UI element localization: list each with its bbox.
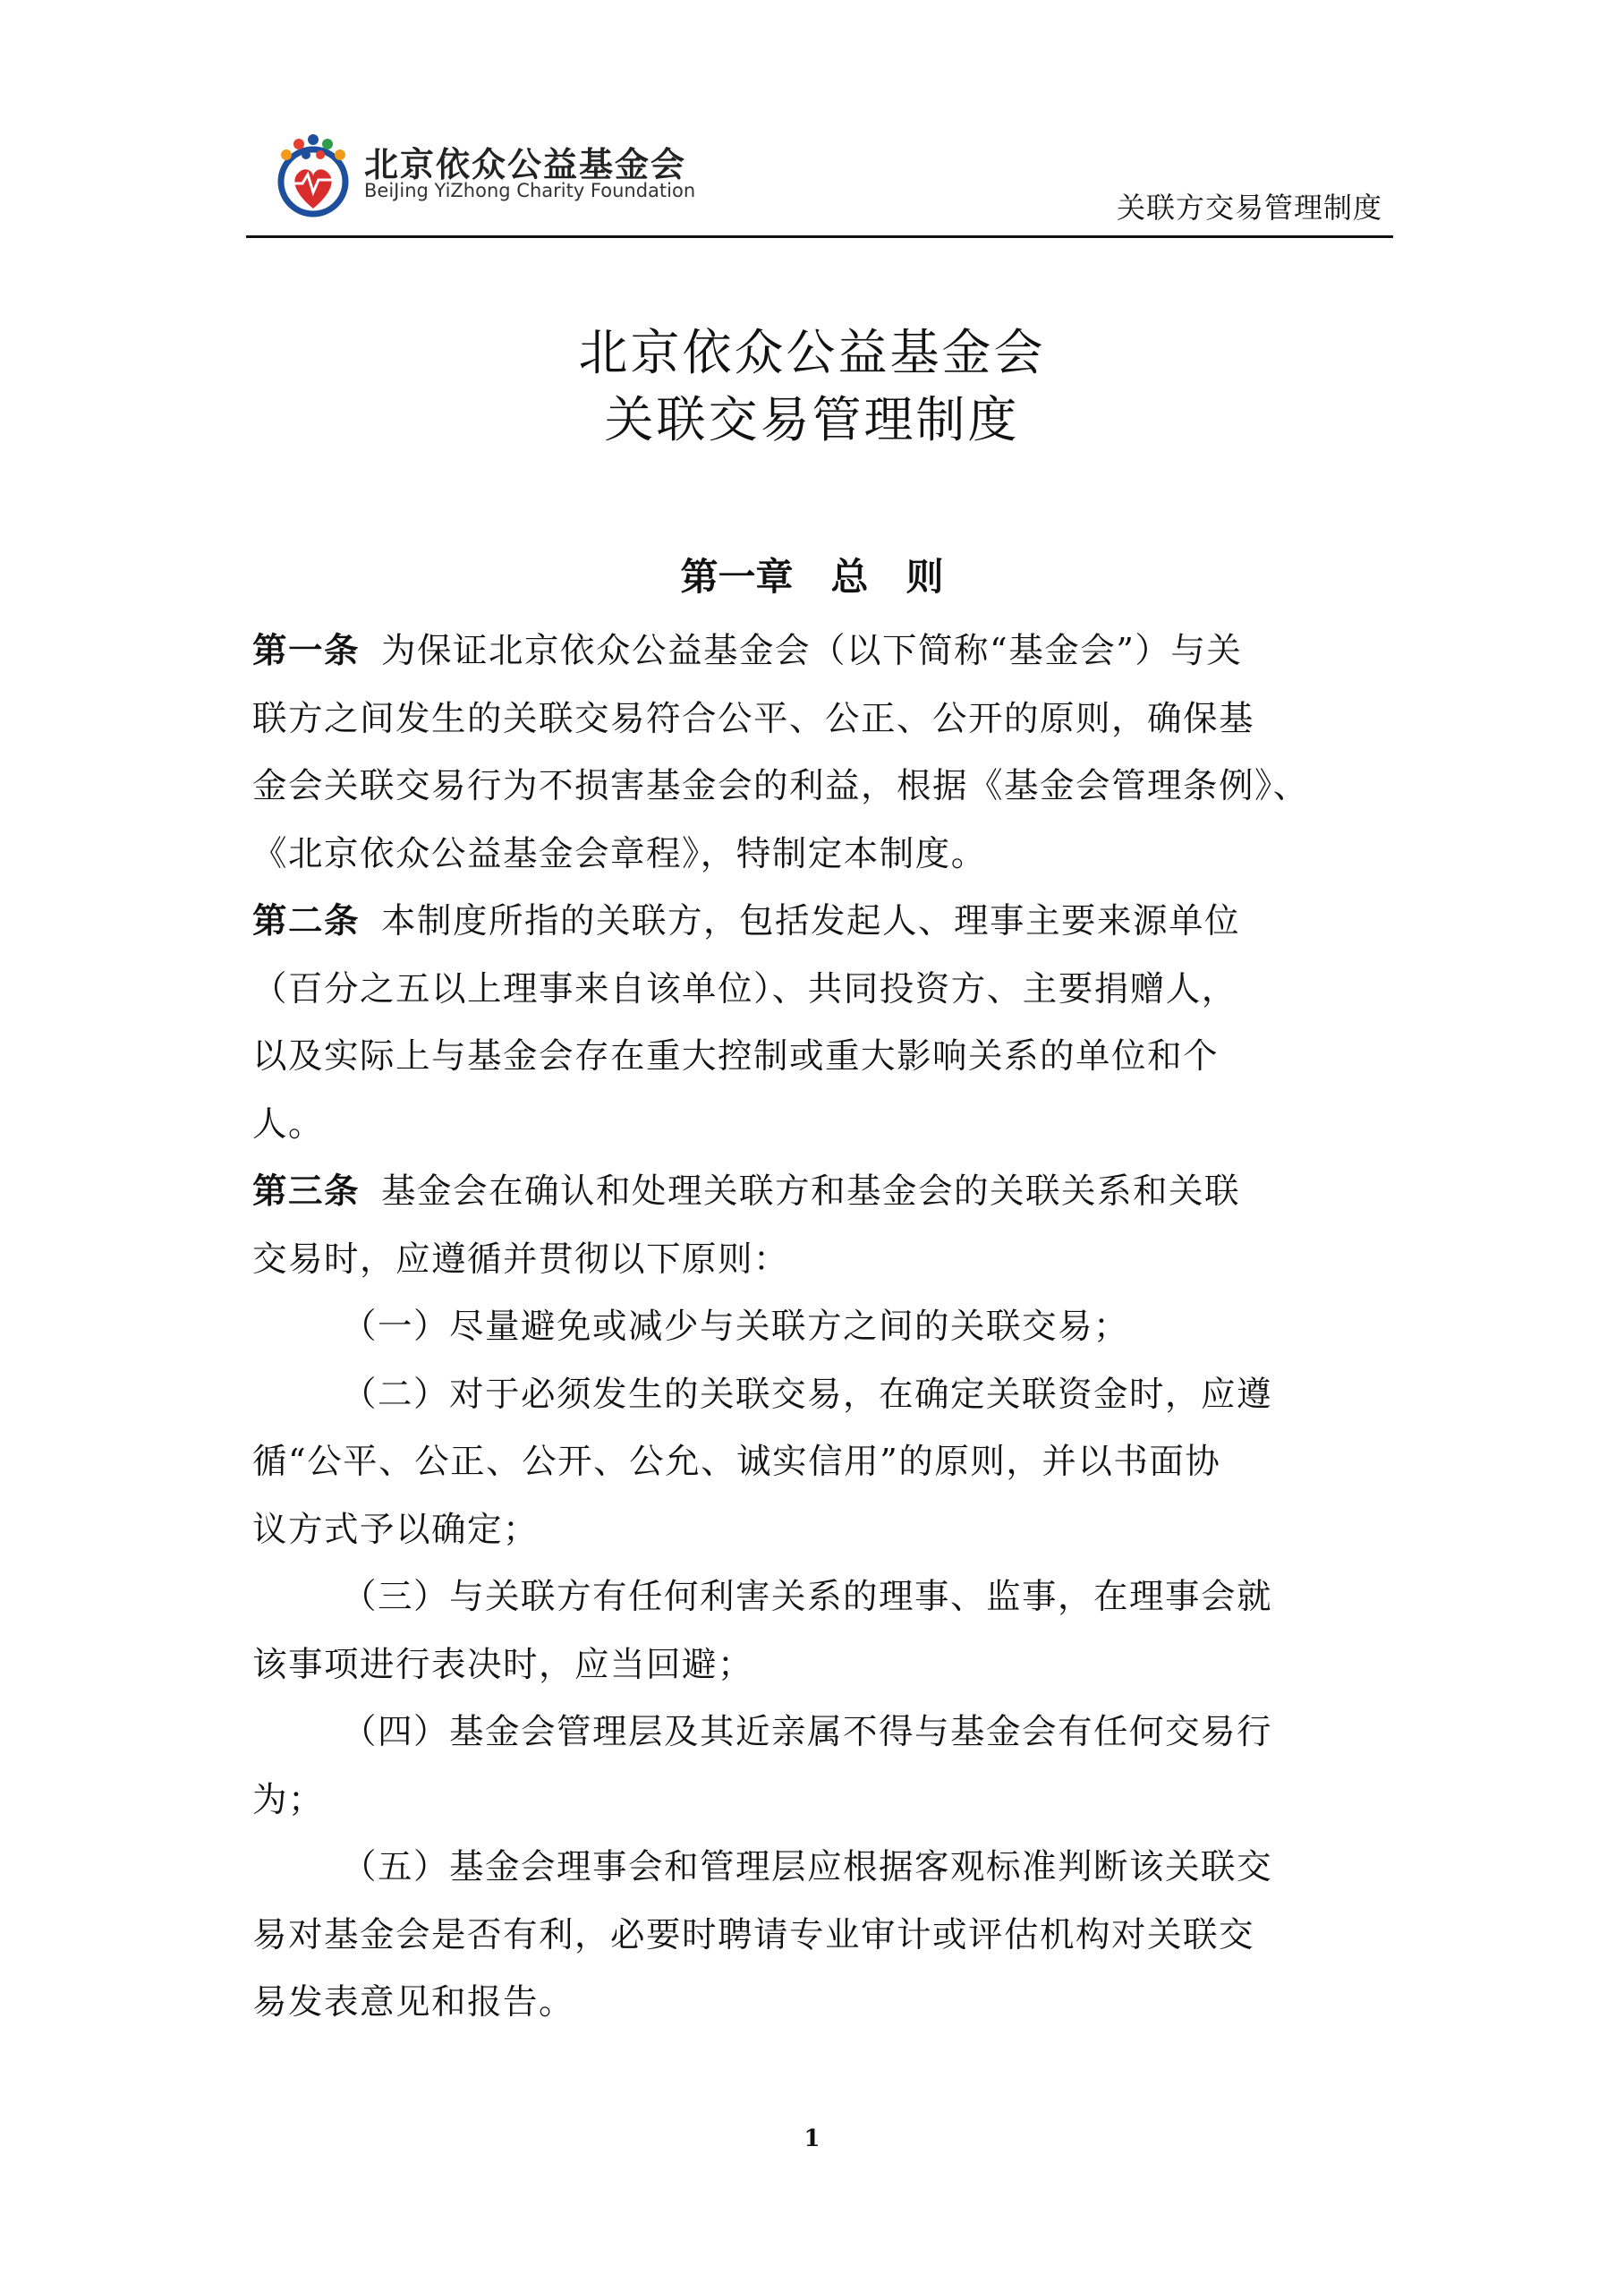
page-number: 1 [803, 2125, 821, 2152]
principle-2-line: 议方式予以确定； [252, 1509, 540, 1550]
article-1-line: 联方之间发生的关联交易符合公平、公正、公开的原则，确保基 [252, 698, 1255, 739]
document-body [252, 617, 1390, 2037]
article-3-label: 第三条 [252, 1171, 361, 1212]
header-document-title: 关联方交易管理制度 [1116, 191, 1382, 225]
principle-2-line: （二）对于必须发生的关联交易，在确定关联资金时，应遵 [342, 1374, 1273, 1415]
document-title-line-2: 关联交易管理制度 [604, 391, 1020, 448]
article-1-line: 金会关联交易行为不损害基金会的利益，根据《基金会管理条例》、 [252, 766, 1309, 806]
org-name-chinese: 北京依众公益基金会 [364, 145, 687, 184]
chapter-heading: 第一章 总 则 [680, 555, 944, 599]
principle-5-line: 易对基金会是否有利，必要时聘请专业审计或评估机构对关联交 [252, 1914, 1255, 1955]
article-2-label: 第二条 [252, 901, 361, 941]
article-3-line: 交易时，应遵循并贯彻以下原则： [252, 1239, 790, 1280]
principle-5-line: 易发表意见和报告。 [252, 1982, 575, 2023]
principle-3-line: 该事项进行表决时，应当回避； [252, 1644, 754, 1685]
document-title-line-1: 北京依众公益基金会 [578, 324, 1046, 381]
page-header [246, 121, 1393, 242]
principle-2-line: 循“公平、公正、公开、公允、诚实信用”的原则，并以书面协 [252, 1442, 1221, 1482]
org-name-english: BeiJing YiZhong Charity Foundation [364, 180, 696, 201]
article-2-text: 本制度所指的关联方，包括发起人、理事主要来源单位 [381, 901, 1241, 941]
article-2-line: 人。 [252, 1103, 325, 1145]
article-2-line: （百分之五以上理事来自该单位）、共同投资方、主要捐赠人， [252, 968, 1237, 1009]
article-2-line: 以及实际上与基金会存在重大控制或重大影响关系的单位和个 [252, 1036, 1220, 1077]
article-3-text: 基金会在确认和处理关联方和基金会的关联关系和关联 [381, 1171, 1241, 1212]
article-1-label: 第一条 [252, 631, 361, 671]
article-1-line [252, 617, 1390, 686]
principle-4-line: （四）基金会管理层及其近亲属不得与基金会有任何交易行 [342, 1712, 1273, 1752]
article-2-line [252, 888, 1390, 956]
principle-4-line: 为； [252, 1779, 325, 1820]
principle-1-line: （一）尽量避免或减少与关联方之间的关联交易； [342, 1307, 1130, 1347]
article-1-text: 为保证北京依众公益基金会（以下简称“基金会”）与关 [381, 631, 1243, 671]
header-divider [246, 235, 1393, 238]
principle-5-line: （五）基金会理事会和管理层应根据客观标准判断该关联交 [342, 1847, 1273, 1887]
article-3-line [252, 1158, 1390, 1226]
article-1-line: 《北京依众公益基金会章程》，特制定本制度。 [252, 833, 987, 874]
principle-3-line: （三）与关联方有任何利害关系的理事、监事，在理事会就 [342, 1577, 1273, 1617]
foundation-logo [268, 130, 358, 219]
